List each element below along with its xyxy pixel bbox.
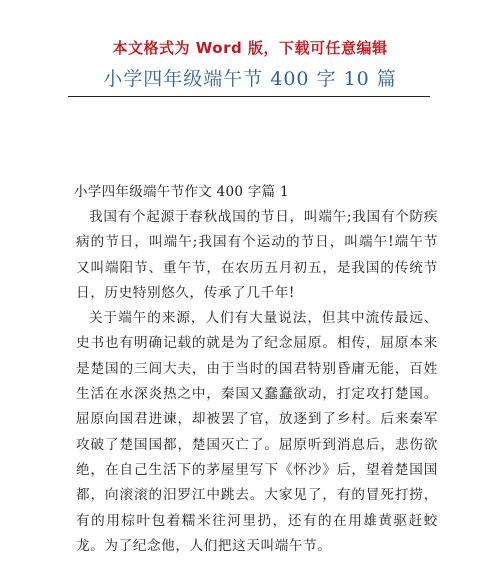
paragraph-1: 我国有个起源于春秋战国的节日，叫端午;我国有个防疾病的节日，叫端午;我国有个运动的节日，叫端午!端午节又叫端阳节、重午节，在农历五月初五，是我国的传统节日，历史特别悠久，传承了几千年!: [76, 209, 438, 301]
title-divider: [68, 96, 430, 97]
format-notice: 本文格式为 Word 版，下载可任意编辑: [112, 39, 388, 57]
paragraph-2: 关于端午的来源，人们有大量说法，但其中流传最远、史书也有明确记载的就是为了纪念屈原。相传，屈原本来是楚国的三闾大夫，由于当时的国君特别昏庸无能，百姓生活在水深炎热之中，秦国又蠢蠢欲动，打定攻打楚国。屈原向国君进谏，却被罢了官，放逐到了乡村。后来秦军攻破了楚国国都，楚国灭亡了。屈原听到消息后，悲伤欲绝，在自己生活下的茅屋里写下《怀沙》后，望着楚国国都，向滚滚的汨罗江中跳去。大家见了，有的冒死打捞，有的用棕叶包着糯米往河里扔，还有的在用雄黄驱赶蛟龙。为了纪念他，人们把这天叫端午节。: [76, 310, 438, 554]
essay-title: 小学四年级端午节作文 400 字篇 1: [74, 184, 289, 200]
essay-body: [76, 205, 438, 559]
document-title: 小学四年级端午节 400 字 10 篇: [103, 68, 397, 90]
